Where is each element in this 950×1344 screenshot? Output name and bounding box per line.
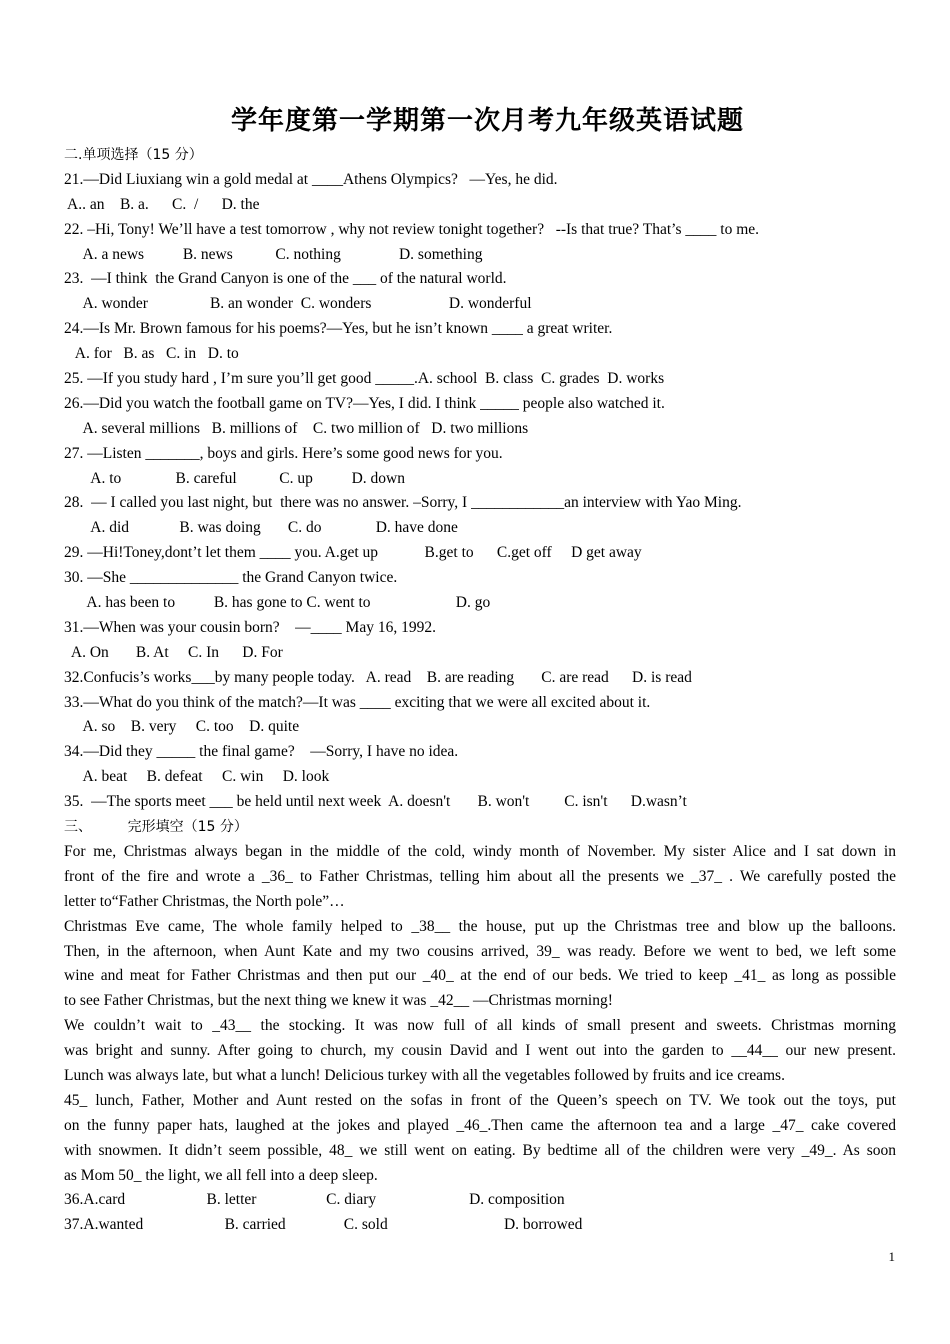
passage-line: Then, in the afternoon, when Aunt Kate and my two cousins arrived, 39_ was ready. Before we went to bed, we left some	[64, 942, 896, 960]
cloze-option-line: 37.A.wanted B. carried C. sold D. borrowed	[64, 1216, 583, 1234]
passage-line: with snowmen. It didn’t seem possible, 48_ we still went on eating. By bedtime all of the children were very _49_. As soon	[64, 1141, 896, 1159]
question-line: 25. —If you study hard , I’m sure you’ll get good _____.A. school B. class C. grades D. works	[64, 370, 665, 388]
question-line: A. several millions B. millions of C. two million of D. two millions	[64, 419, 529, 437]
question-line: A. wonder B. an wonder C. wonders D. wonderful	[64, 295, 532, 313]
question-line: 33.—What do you think of the match?—It was ____ exciting that we were all excited about it.	[64, 693, 651, 711]
question-line: 35. —The sports meet ___ be held until next week A. doesn't B. won't C. isn't D.wasn’t	[64, 793, 687, 811]
passage-line: 45_ lunch, Father, Mother and Aunt rested on the sofas in front of the Queen’s speech on TV. We took out the toys, put	[64, 1091, 896, 1109]
question-line: A. did B. was doing C. do D. have done	[64, 519, 458, 537]
passage-line: Christmas Eve came, The whole family helped to _38__ the house, put up the Christmas tree and blow up the balloons.	[64, 917, 896, 935]
passage-line: letter to“Father Christmas, the North pole”…	[64, 892, 345, 910]
question-line: A. On B. At C. In D. For	[64, 643, 283, 661]
passage-line: For me, Christmas always began in the middle of the cold, windy month of November. My sister Alice and I sat down in	[64, 842, 896, 860]
question-line: A. a news B. news C. nothing D. something	[64, 245, 483, 263]
question-line: 29. —Hi!Toney,dont’t let them ____ you. A.get up B.get to C.get off D get away	[64, 544, 642, 562]
passage-line: Lunch was always late, but what a lunch! Delicious turkey with all the vegetables followed by fruits and ice creams.	[64, 1066, 785, 1084]
question-line: 26.—Did you watch the football game on TV?—Yes, I did. I think _____ people also watched it.	[64, 394, 665, 412]
question-line: 23. —I think the Grand Canyon is one of the ___ of the natural world.	[64, 270, 507, 288]
question-line: A. has been to B. has gone to C. went to D. go	[64, 594, 491, 612]
question-line: 22. –Hi, Tony! We’ll have a test tomorrow , why not review tonight together? --Is that true? That’s ____ to me.	[64, 220, 760, 238]
cloze-option-line: 36.A.card B. letter C. diary D. composition	[64, 1191, 565, 1209]
question-line: 21.—Did Liuxiang win a gold medal at ____Athens Olympics? —Yes, he did.	[64, 170, 558, 188]
question-line: 三、 完形填空（15 分）	[64, 819, 248, 836]
question-line: 二.单项选择（15 分）	[64, 147, 203, 163]
question-line: 31.—When was your cousin born? —____ May 16, 1992.	[64, 618, 436, 636]
passage-line: on the funny paper hats, laughed at the jokes and played _46_.Then came the afternoon tea and a large _47_ cake covered	[64, 1116, 896, 1134]
document-body	[64, 143, 896, 1238]
question-line: 24.—Is Mr. Brown famous for his poems?—Yes, but he isn’t known ____ a great writer.	[64, 320, 613, 338]
passage-line: as Mom 50_ the light, we all fell into a deep sleep.	[64, 1166, 378, 1184]
question-line: A.. an B. a. C. / D. the	[64, 195, 260, 213]
question-line: 27. —Listen _______, boys and girls. Here’s some good news for you.	[64, 444, 503, 462]
passage-line: was bright and sunny. After going to church, my cousin David and I went out into the garden to __44__ our new present.	[64, 1042, 896, 1060]
passage-line: to see Father Christmas, but the next thing we knew it was _42__ —Christmas morning!	[64, 992, 613, 1010]
page-number: 1	[888, 1249, 895, 1264]
question-line: A. so B. very C. too D. quite	[64, 718, 300, 736]
question-line: 32.Confucis’s works___by many people today. A. read B. are reading C. are read D. is read	[64, 668, 692, 686]
question-line: A. beat B. defeat C. win D. look	[64, 768, 330, 786]
question-line: A. for B. as C. in D. to	[64, 345, 239, 363]
passage-line: front of the fire and wrote a _36_ to Father Christmas, telling him about all the presents we _37_ . We carefully posted the	[64, 867, 896, 885]
question-line: 34.—Did they _____ the final game? —Sorry, I have no idea.	[64, 743, 459, 761]
passage-line: We couldn’t wait to _43__ the stocking. It was now full of all kinds of small present and sweets. Christmas morning	[64, 1017, 896, 1035]
question-line: A. to B. careful C. up D. down	[64, 469, 405, 487]
passage-line: wine and meat for Father Christmas and then put our _40_ at the end of our beds. We tried to keep _41_ as long as possible	[64, 967, 896, 985]
question-line: 30. —She ______________ the Grand Canyon twice.	[64, 569, 398, 587]
page-title: 学年度第一学期第一次月考九年级英语试题	[230, 106, 744, 136]
question-line: 28. — I called you last night, but there was no answer. –Sorry, I ____________an interview with Yao Ming.	[64, 494, 742, 512]
